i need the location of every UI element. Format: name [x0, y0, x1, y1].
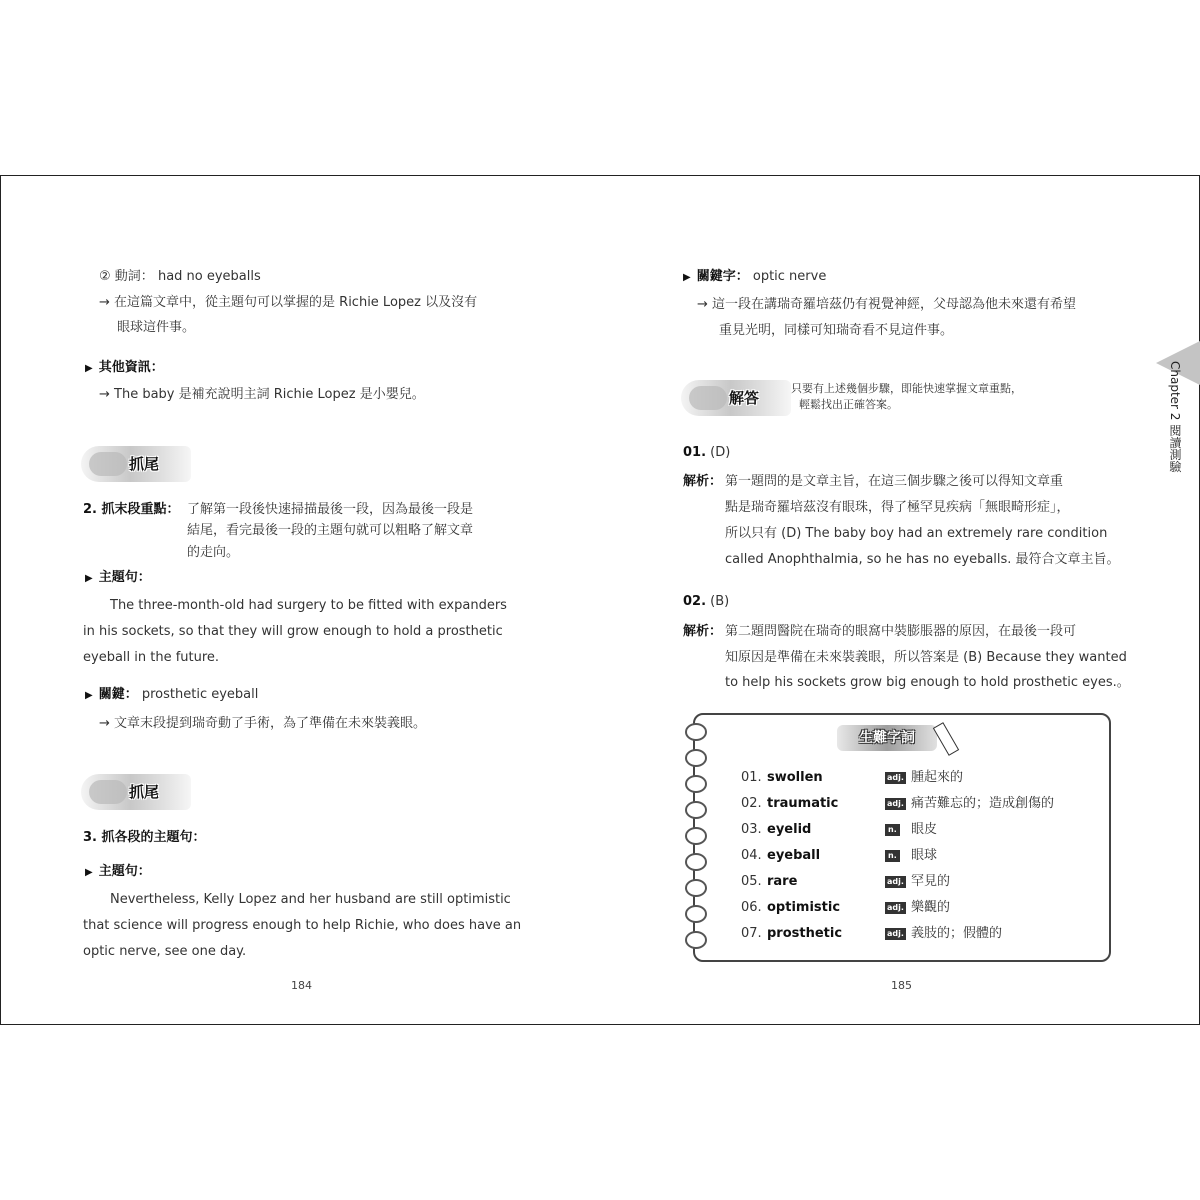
section-banner-1: [81, 446, 191, 482]
left-page: [1, 176, 601, 1024]
keyword-line-1: → 這一段在講瑞奇羅培茲仍有視覺神經，父母認為他未來還有希望: [697, 297, 1077, 312]
book-spread: [0, 175, 1200, 1025]
vocab-row: [741, 869, 1091, 895]
keyword-label: 關鍵字：: [696, 269, 749, 284]
vocab-number: 05.: [741, 874, 762, 889]
vocab-word: eyelid: [767, 822, 812, 837]
vocab-number: 03.: [741, 822, 762, 837]
other-info-heading: [85, 355, 164, 382]
triangle-bullet-icon: ▶: [85, 573, 93, 584]
vocab-word: rare: [767, 874, 798, 889]
vocab-meaning: 樂觀的: [911, 900, 951, 915]
topic-heading-2: [85, 859, 151, 886]
vocab-word: swollen: [767, 770, 823, 785]
arrow-line-1b: 眼球這件事。: [117, 320, 196, 335]
answer-note-line-2: 輕鬆找出正確答案。: [799, 398, 898, 411]
vocab-row: [741, 895, 1091, 921]
part-of-speech-badge: n.: [885, 824, 900, 836]
right-page: [601, 176, 1199, 1024]
analysis-label-2: 解析：: [683, 624, 723, 639]
keyword-value: optic nerve: [752, 269, 827, 284]
question-2: [683, 589, 729, 615]
circled-two-marker: ②: [99, 269, 111, 284]
topic-para-2-line-3: optic nerve, see one day.: [83, 944, 247, 959]
spiral-ring-icon: [685, 723, 707, 741]
vocab-row: [741, 843, 1091, 869]
verb-label: 動詞：: [114, 269, 154, 284]
hand-icon: [89, 780, 127, 804]
other-info-text: → The baby 是補充說明主詞 Richie Lopez 是小嬰兒。: [99, 387, 425, 402]
vocab-row: [741, 765, 1091, 791]
topic-para-2-line-1: Nevertheless, Kelly Lopez and her husband are still optimistic: [110, 892, 511, 907]
q1-line-3: 所以只有 (D) The baby boy had an extremely rare condition: [725, 526, 1108, 541]
step2-line-1: 了解第一段後快速掃描最後一段，因為最後一段是: [187, 502, 474, 517]
vocab-number: 07.: [741, 926, 762, 941]
vocab-word: traumatic: [767, 796, 839, 811]
triangle-bullet-icon: ▶: [85, 363, 93, 374]
triangle-bullet-icon: ▶: [683, 272, 691, 283]
vocab-number: 06.: [741, 900, 762, 915]
vocab-row: [741, 817, 1091, 843]
vocab-word: prosthetic: [767, 926, 843, 941]
page-number: 185: [891, 979, 912, 992]
q1-line-4: called Anophthalmia, so he has no eyeballs. 最符合文章主旨。: [725, 552, 1120, 567]
vocab-word: eyeball: [767, 848, 821, 863]
vocab-meaning: 腫起來的: [911, 770, 964, 785]
other-info-label: 其他資訊：: [98, 360, 164, 375]
question-1: [683, 440, 730, 466]
keyword-line-2: 重見光明，同樣可知瑞奇看不見這件事。: [719, 323, 954, 338]
arrow-line-1a: → 在這篇文章中，從主題句可以掌握的是 Richie Lopez 以及沒有: [99, 295, 478, 310]
chapter-tab-label: Chapter 2 閱讀測驗: [1168, 361, 1182, 473]
part-of-speech-badge: adj.: [887, 799, 904, 808]
answer-banner-label: 解答: [729, 389, 760, 407]
banner-label: 抓尾: [129, 783, 160, 801]
question-answer: (B): [710, 594, 730, 609]
triangle-bullet-icon: ▶: [85, 867, 93, 878]
triangle-bullet-icon: ▶: [85, 690, 93, 701]
step2-line-3: 的走向。: [187, 545, 240, 560]
vocab-meaning: 義肢的；假體的: [911, 926, 1003, 941]
vocab-row: [741, 921, 1091, 947]
question-number: 01.: [683, 445, 707, 460]
vocab-meaning: 罕見的: [911, 874, 951, 889]
step2-line-2: 結尾，看完最後一段的主題句就可以粗略了解文章: [187, 523, 474, 538]
vocab-word: optimistic: [767, 900, 841, 915]
topic-label: 主題句：: [98, 864, 151, 879]
part-of-speech-badge: adj.: [887, 929, 904, 938]
key-arrow-text: → 文章末段提到瑞奇動了手術，為了準備在未來裝義眼。: [99, 716, 427, 731]
part-of-speech-badge: n.: [885, 850, 900, 862]
vocabulary-box: [693, 713, 1111, 962]
verb-value: had no eyeballs: [157, 269, 261, 284]
vocab-number: 02.: [741, 796, 762, 811]
q1-line-2: 點是瑞奇羅培茲沒有眼珠，得了極罕見疾病「無眼畸形症」，: [725, 500, 1070, 515]
question-number: 02.: [683, 594, 707, 609]
key-value: prosthetic eyeball: [141, 687, 259, 702]
topic-para-1-line-2: in his sockets, so that they will grow enough to hold a prosthetic: [83, 624, 503, 639]
spiral-ring-icon: [685, 801, 707, 819]
topic-para-2-line-2: that science will progress enough to help Richie, who does have an: [83, 918, 522, 933]
vocab-number: 01.: [741, 770, 762, 785]
spiral-ring-icon: [685, 749, 707, 767]
step3-label: 3. 抓各段的主題句：: [83, 830, 206, 845]
spiral-ring-icon: [685, 905, 707, 923]
question-answer: (D): [710, 445, 731, 460]
keyword-line: [683, 264, 826, 291]
spiral-ring-icon: [685, 879, 707, 897]
key-line: [85, 682, 258, 709]
vocab-meaning: 痛苦難忘的；造成創傷的: [911, 796, 1055, 811]
banner-label: 抓尾: [129, 455, 160, 473]
vocabulary-title: 生難字詞: [837, 725, 937, 751]
topic-para-1-line-1: The three-month-old had surgery to be fitted with expanders: [110, 598, 507, 613]
part-of-speech-badge: adj.: [887, 903, 904, 912]
answer-banner: [681, 380, 791, 416]
analysis-label-1: 解析：: [683, 474, 723, 489]
answer-note-line-1: 只要有上述幾個步驟，即能快速掌握文章重點，: [791, 382, 1022, 395]
topic-label: 主題句：: [98, 570, 151, 585]
section-banner-2: [81, 774, 191, 810]
topic-heading-1: [85, 565, 151, 592]
hand-icon: [89, 452, 127, 476]
topic-para-1-line-3: eyeball in the future.: [83, 650, 220, 665]
q2-line-1: 第二題問醫院在瑞奇的眼窩中裝膨脹器的原因，在最後一段可: [725, 624, 1077, 639]
vocab-number: 04.: [741, 848, 762, 863]
verb-line: [99, 264, 261, 290]
key-label: 關鍵：: [98, 687, 138, 702]
part-of-speech-badge: adj.: [887, 773, 904, 782]
q2-line-3: to help his sockets grow big enough to hold prosthetic eyes.。: [725, 675, 1130, 690]
q1-line-1: 第一題問的是文章主旨，在這三個步驟之後可以得知文章重: [725, 474, 1064, 489]
hand-icon: [689, 386, 727, 410]
vocab-meaning: 眼皮: [911, 822, 938, 837]
vocab-meaning: 眼球: [911, 848, 938, 863]
step2-label: 2. 抓末段重點：: [83, 502, 180, 517]
page-number: 184: [291, 979, 312, 992]
spiral-ring-icon: [685, 775, 707, 793]
part-of-speech-badge: adj.: [887, 877, 904, 886]
q2-line-2: 知原因是準備在未來裝義眼，所以答案是 (B) Because they wanted: [725, 650, 1127, 665]
spiral-ring-icon: [685, 827, 707, 845]
spiral-ring-icon: [685, 931, 707, 949]
spiral-ring-icon: [685, 853, 707, 871]
vocab-row: [741, 791, 1091, 817]
